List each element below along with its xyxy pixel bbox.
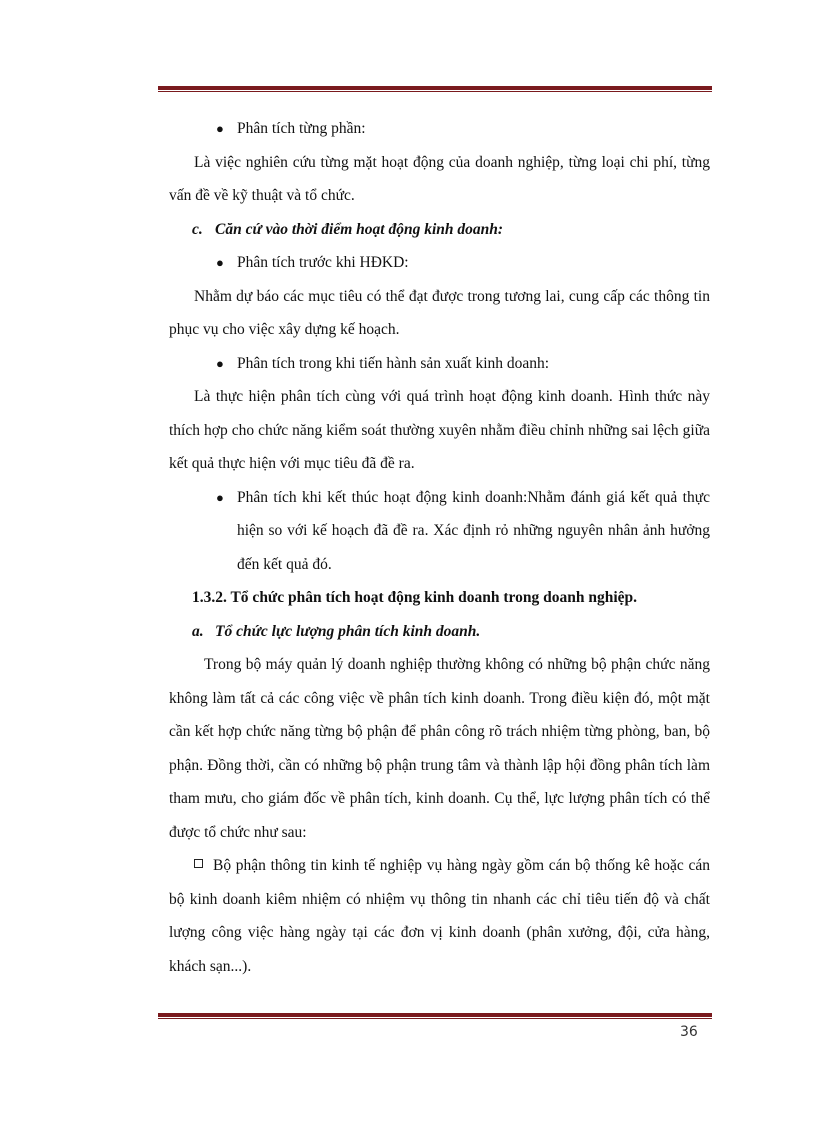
checkbox-bullet-item bbox=[169, 849, 710, 983]
section-heading-1-3-2: 1.3.2. Tổ chức phân tích hoạt động kinh doanh trong doanh nghiệp. bbox=[192, 589, 638, 606]
footer-rule-thin bbox=[158, 1018, 712, 1019]
bullet-dot-icon: ● bbox=[216, 489, 224, 505]
bullet-dot-icon: ● bbox=[216, 121, 224, 136]
bullet-dot-icon: ● bbox=[216, 255, 224, 270]
heading-marker: a. bbox=[192, 622, 204, 640]
header-rule-thin bbox=[158, 91, 712, 92]
header-rule bbox=[158, 86, 712, 93]
section-heading-a bbox=[169, 615, 710, 649]
bullet-dot-icon: ● bbox=[216, 355, 224, 371]
footer-rule bbox=[158, 1013, 712, 1020]
paragraph: Là thực hiện phân tích cùng với quá trình hoạt động kinh doanh. Hình thức này thích hợp cho chức năng kiểm soát thường xuyên nhằm điều chỉnh những sai lệch giữa kết quả thực hiện với mục tiêu đã đề ra. bbox=[169, 388, 710, 472]
paragraph: Là việc nghiên cứu từng mặt hoạt động của doanh nghiệp, từng loại chi phí, từng vấn đề về kỹ thuật và tổ chức. bbox=[169, 153, 710, 204]
footer-rule-thick bbox=[158, 1013, 712, 1017]
bullet-text: Phân tích từng phần: bbox=[237, 120, 366, 137]
bullet-text: Phân tích trước khi HĐKD: bbox=[237, 254, 409, 271]
bullet-item bbox=[169, 246, 710, 280]
header-rule-thick bbox=[158, 86, 712, 90]
paragraph: Trong bộ máy quản lý doanh nghiệp thường không có những bộ phận chức năng không làm tất cả các công việc về phân tích kinh doanh. Trong điều kiện đó, một mặt cần kết hợp chức năng từng bộ phận để phân công rõ trách nhiệm từng phòng, ban, bộ phận. Đồng thời, cần có những bộ phận trung tâm và thành lập hội đồng phân tích làm tham mưu, cho giám đốc về phân tích, kinh doanh. Cụ thể, lực lượng phân tích có thể được tổ chức như sau: bbox=[169, 656, 710, 841]
bullet-text: Phân tích trong khi tiến hành sản xuất kinh doanh: bbox=[237, 354, 550, 372]
paragraph: Nhằm dự báo các mục tiêu có thể đạt được trong tương lai, cung cấp các thông tin phục vụ cho việc xây dựng kế hoạch. bbox=[169, 287, 710, 338]
square-bullet-icon bbox=[194, 859, 203, 868]
page-body bbox=[169, 112, 710, 983]
heading-marker: c. bbox=[192, 220, 203, 238]
bullet-item bbox=[169, 347, 710, 381]
bullet-text: Phân tích khi kết thúc hoạt động kinh doanh:Nhằm đánh giá kết quả thực hiện so với kế hoạch đã đề ra. Xác định rỏ những nguyên nhân ảnh hưởng đến kết quả đó. bbox=[237, 488, 710, 573]
section-heading-c bbox=[169, 213, 710, 247]
page-number: 36 bbox=[680, 1024, 698, 1040]
bullet-item bbox=[169, 112, 710, 146]
heading-text: Tổ chức lực lượng phân tích kinh doanh. bbox=[215, 622, 481, 640]
bullet-item bbox=[169, 481, 710, 582]
checkbox-bullet-text: Bộ phận thông tin kinh tế nghiệp vụ hàng ngày gồm cán bộ thống kê hoặc cán bộ kinh doanh kiêm nhiệm có nhiệm vụ thông tin nhanh các chỉ tiêu tiến độ và chất lượng công việc hàng ngày tại các đơn vị kinh doanh (phân xưởng, đội, cửa hàng, khách sạn...). bbox=[169, 857, 710, 975]
heading-text: Căn cứ vào thời điểm hoạt động kinh doanh: bbox=[215, 220, 504, 238]
